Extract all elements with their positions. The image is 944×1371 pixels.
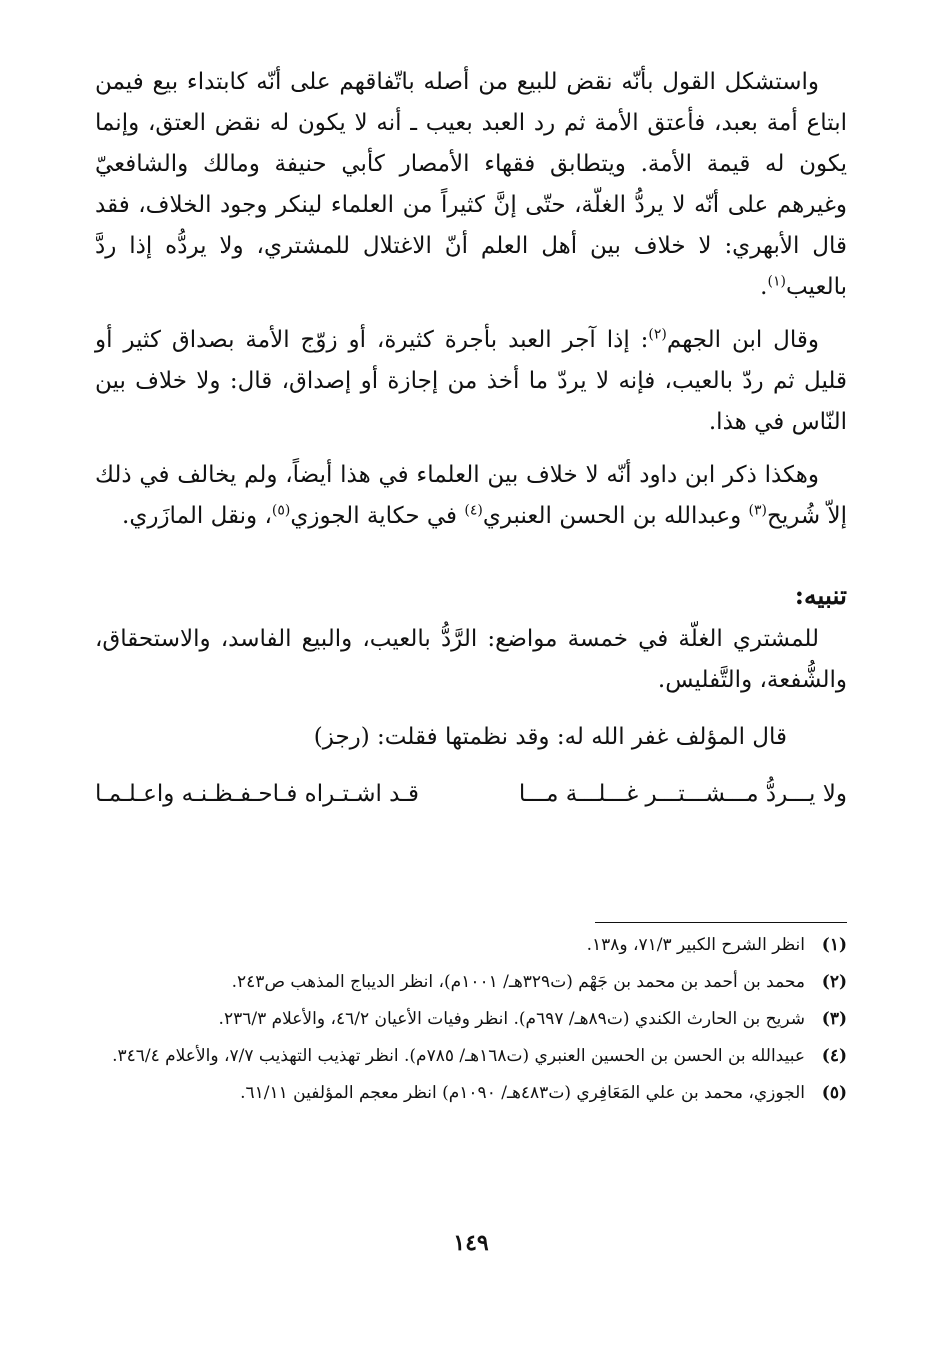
footnote-text: عبيدالله بن الحسن بن الحسين العنبري (ت١٦٨هـ/ ٧٨٥م). انظر تهذيب التهذيب ٧/٧، والأعلام ٣٤٦/٤. xyxy=(112,1046,805,1066)
footnotes xyxy=(95,930,847,1115)
footnote-text: الجوزي، محمد بن علي المَعَافِري (ت٤٨٣هـ/ ١٠٩٠م) انظر معجم المؤلفين ٦١/١١. xyxy=(240,1083,805,1103)
footnote-4 xyxy=(95,1041,847,1072)
notice-section xyxy=(95,577,847,701)
paragraph-2-text-rest: : إذا آجر العبد بأجرة كثيرة، أو زوّج الأمة بصداق كثير أو قليل ثم ردّ بالعيب، فإنه لا يردّ ما أخذ من إجازة أو إصداق، قال: ولا خلاف بين النّاس في هذا. xyxy=(95,327,847,435)
footnote-number: (٤) xyxy=(821,1046,847,1066)
paragraph-3 xyxy=(95,455,847,537)
paragraph-3-text-start: وهكذا ذكر ابن داود أنّه لا خلاف بين العلماء في هذا أيضاً، ولم يخالف في ذلك إلاّ شُريح xyxy=(95,462,847,529)
footnote-number: (٥) xyxy=(821,1083,847,1103)
notice-title: تنبيه: xyxy=(794,581,847,610)
footnote-1 xyxy=(95,930,847,961)
footnote-number: (٣) xyxy=(821,1009,847,1029)
footnote-number: (١) xyxy=(821,935,847,955)
paragraph-3-text-middle: وعبدالله بن الحسن العنبري xyxy=(482,503,749,529)
footnote-ref-5[interactable]: (٥) xyxy=(271,502,291,519)
paragraph-2 xyxy=(95,320,847,443)
book-page xyxy=(95,62,847,1352)
paragraph-3-text-after: في حكاية الجوزي xyxy=(290,503,465,529)
footnotes-divider xyxy=(595,922,847,923)
paragraph-1-end: . xyxy=(760,274,768,300)
page-number: ١٤٩ xyxy=(453,1230,489,1256)
footnote-ref-4[interactable]: (٤) xyxy=(464,502,483,519)
author-line: قال المؤلف غفر الله له: وقد نظمتها فقلت: (رجز) xyxy=(313,724,787,750)
footnote-3 xyxy=(95,1004,847,1035)
footnote-text: شريح بن الحارث الكندي (ت٨٩هـ/ ٦٩٧م). انظر وفيات الأعيان ٤٦/٢، والأعلام ٢٣٦/٣. xyxy=(218,1009,805,1029)
verse-line xyxy=(95,774,847,815)
footnote-ref-3[interactable]: (٣) xyxy=(748,502,767,519)
footnote-text: انظر الشرح الكبير ٧١/٣، و١٣٨. xyxy=(586,935,805,955)
footnote-ref-2[interactable]: (٢) xyxy=(648,326,667,343)
verse-second-hemistich: قـد اشـتـراه فـاحـفـظـنـه واعـلـمـا xyxy=(95,781,419,807)
paragraph-1-text: واستشكل القول بأنّه نقض للبيع من أصله باتّفاقهم على أنّه كابتداء بيع فيمن ابتاع أمة بعبد، فأعتق الأمة ثم رد العبد بعيب ـ أنه لا يكون له نقض العتق، وإنما يكون له قيمة الأمة. ويتطابق فقهاء الأمصار كأبي حنيفة ومالك والشافعيّ وغيرهم على أنّه لا يردُّ الغلّة، حتّى إنَّ كثيراً من العلماء لينكر وجود الخلاف، فقد قال الأبهري: لا خلاف بين أهل العلم أنّ الاغتلال للمشتري، ولا يردُّه إذا ردَّ بالعيب xyxy=(95,69,847,300)
footnote-5 xyxy=(95,1078,847,1109)
paragraph-2-text-start: وقال ابن الجهم xyxy=(666,327,819,353)
footnote-number: (٢) xyxy=(821,972,847,992)
paragraph-1 xyxy=(95,62,847,308)
paragraph-3-text-end: ، ونقل المازَري. xyxy=(122,503,272,529)
footnote-ref-1[interactable]: (١) xyxy=(767,273,786,290)
footnote-2 xyxy=(95,967,847,998)
notice-text: للمشتري الغلّة في خمسة مواضع: الرَّدُّ بالعيب، والبيع الفاسد، والاستحقاق، والشُّفعة، والتَّفليس. xyxy=(95,626,847,693)
footnote-text: محمد بن أحمد بن محمد بن جَهْم (ت٣٢٩هـ/ ١٠٠١م)، انظر الديباج المذهب ص٢٤٣. xyxy=(231,972,805,992)
verse-first-hemistich: ولا يـــردُّ مـــشـــتـــر غـــلـــة مـــا xyxy=(518,781,847,807)
